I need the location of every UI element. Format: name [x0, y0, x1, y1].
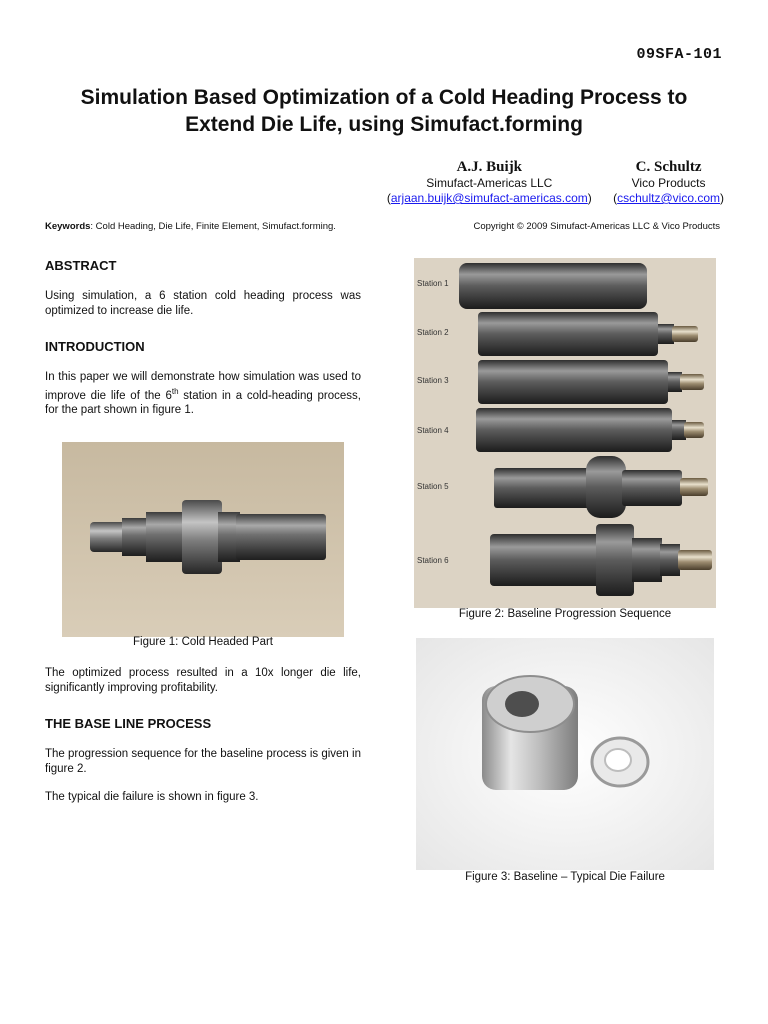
author-2	[613, 158, 724, 206]
progression-sequence-illustration	[414, 258, 716, 608]
result-paragraph: The optimized process resulted in a 10x longer die life, significantly improving profitability.	[45, 667, 361, 694]
die-failure-illustration	[416, 638, 714, 870]
station-label-3: Station 3	[417, 376, 449, 385]
paren-open: (	[613, 191, 618, 205]
author-name: A.J. Buijk	[456, 159, 523, 175]
station-1-blank	[459, 263, 647, 309]
title-line-2: Extend Die Life, using Simufact.forming	[185, 113, 583, 136]
figure-2-caption: Figure 2: Baseline Progression Sequence	[458, 608, 672, 620]
station-4-part	[476, 408, 704, 452]
intro-text-a: In this paper we will demonstrate how simulation was used to improve die life of the 6	[45, 371, 361, 402]
copyright-notice: Copyright © 2009 Simufact-Americas LLC & Vico Products	[473, 221, 720, 232]
intro-text-b: station in a cold-heading process, for the part shown in figure 1.	[45, 389, 361, 416]
baseline-paragraph-1: The progression sequence for the baseline process is given in figure 2.	[45, 748, 361, 775]
figure-1-photo	[62, 442, 344, 637]
author-affiliation: Simufact-Americas LLC	[426, 176, 553, 190]
author-email-link[interactable]: arjaan.buijk@simufact-americas.com	[390, 191, 588, 205]
author-name: C. Schultz	[635, 159, 702, 175]
baseline-paragraph-2: The typical die failure is shown in figure 3.	[45, 791, 259, 803]
station-label-1: Station 1	[417, 279, 449, 288]
left-column	[45, 258, 361, 417]
station-label-4: Station 4	[417, 426, 449, 435]
keywords-label: Keywords	[45, 221, 91, 232]
title-line-1: Simulation Based Optimization of a Cold Heading Process to	[80, 86, 688, 109]
paper-id: 09SFA-101	[636, 46, 722, 63]
author-email-line	[387, 191, 592, 206]
figure-3-caption: Figure 3: Baseline – Typical Die Failure	[465, 871, 665, 883]
figure-2-photo	[414, 258, 716, 608]
paper-title	[40, 84, 728, 138]
intro-superscript: th	[171, 386, 179, 396]
baseline-heading: THE BASE LINE PROCESS	[45, 716, 212, 731]
author-email-line	[613, 191, 724, 206]
station-label-6: Station 6	[417, 556, 449, 565]
left-column-lower	[45, 666, 361, 805]
paren-close: )	[587, 191, 592, 205]
author-affiliation: Vico Products	[631, 176, 706, 190]
paren-open: (	[386, 191, 391, 205]
author-1	[387, 158, 592, 206]
figure-3-photo	[416, 638, 714, 870]
paren-close: )	[720, 191, 724, 205]
introduction-paragraph	[45, 370, 361, 417]
abstract-paragraph: Using simulation, a 6 station cold heading process was optimized to increase die life.	[45, 290, 361, 317]
introduction-heading: INTRODUCTION	[45, 339, 145, 354]
keywords-text: : Cold Heading, Die Life, Finite Element, Simufact.forming.	[90, 221, 336, 232]
station-label-2: Station 2	[417, 328, 449, 337]
author-email-link[interactable]: cschultz@vico.com	[617, 191, 720, 205]
die-bore	[505, 691, 539, 717]
author-block	[387, 158, 724, 206]
figure-1-caption: Figure 1: Cold Headed Part	[133, 636, 273, 648]
keywords-line	[45, 221, 336, 232]
abstract-heading: ABSTRACT	[45, 258, 117, 273]
station-label-5: Station 5	[417, 482, 449, 491]
cold-headed-part-illustration	[62, 442, 344, 637]
